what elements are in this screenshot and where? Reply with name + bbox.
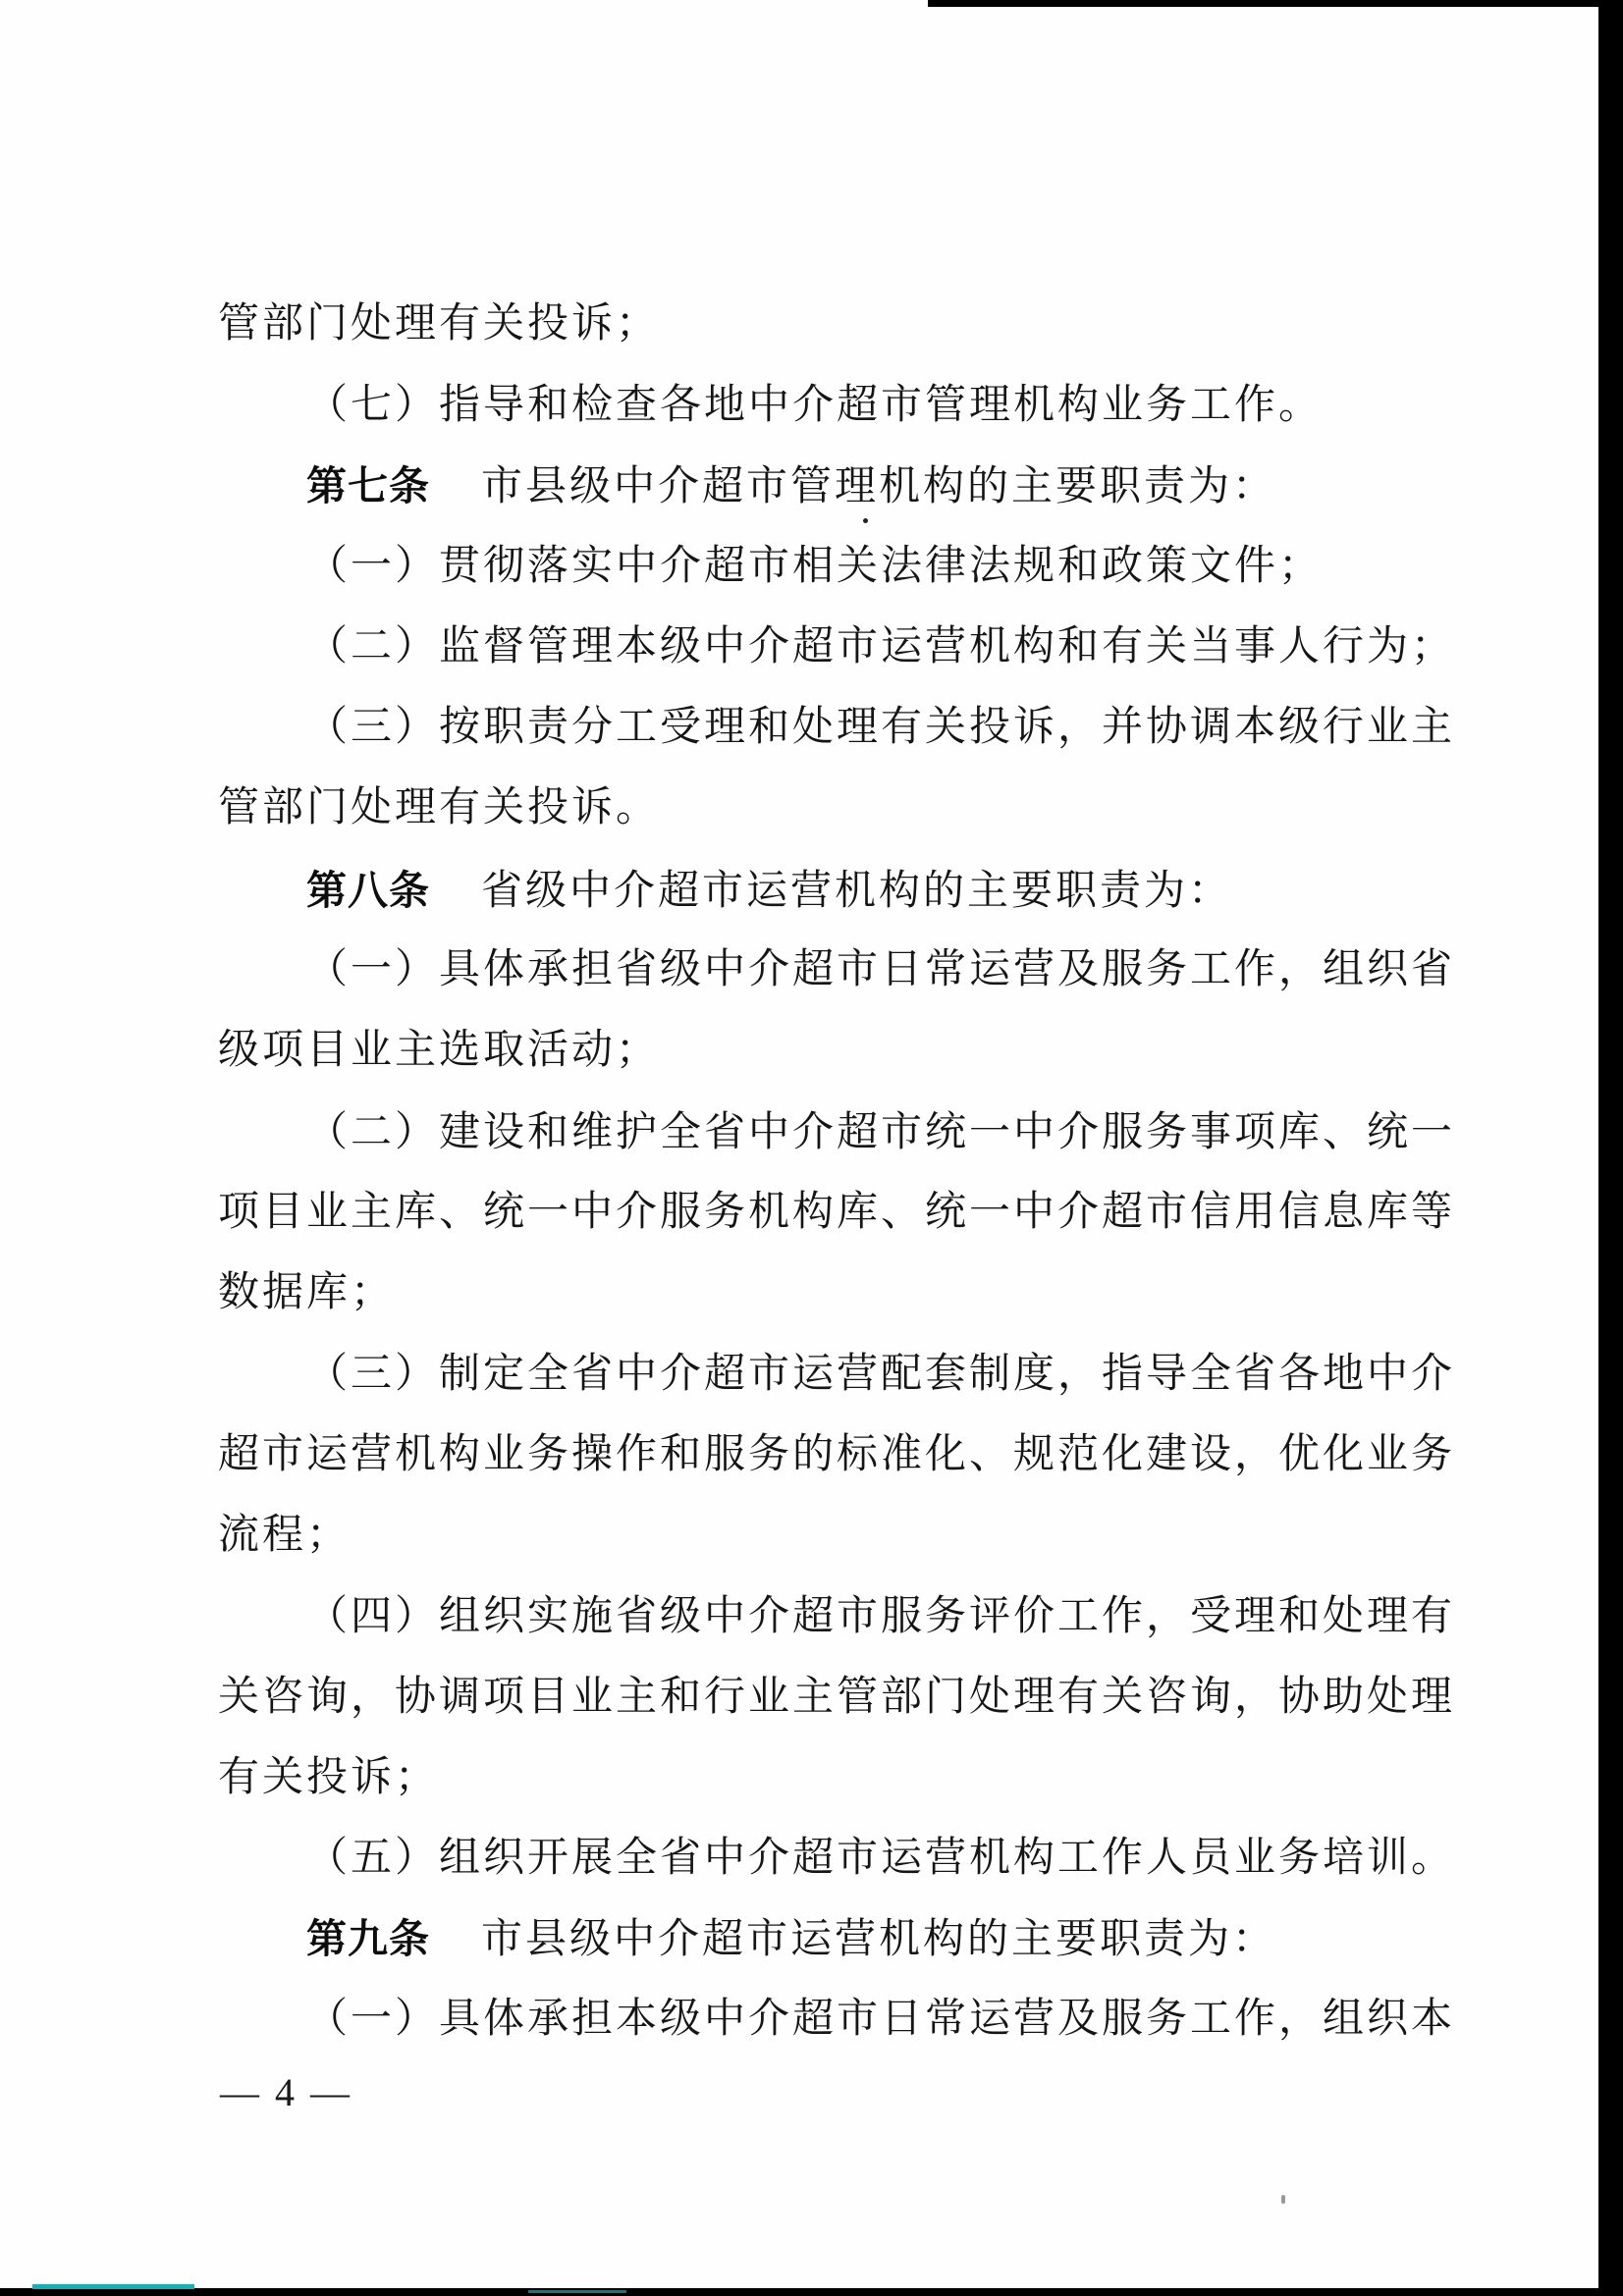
document-line: （二）建设和维护全省中介超市统一中介服务事项库、统一 xyxy=(306,1110,1456,1155)
document-line: （一）贯彻落实中介超市相关法律法规和政策文件； xyxy=(306,544,1324,589)
page-number: — 4 — xyxy=(220,2070,352,2114)
document-line: 超市运营机构业务操作和服务的标准化、规范化建设，优化业务 xyxy=(218,1432,1456,1477)
document-line: 有关投诉； xyxy=(218,1755,440,1800)
document-line: （三）按职责分工受理和处理有关投诉，并协调本级行业主 xyxy=(306,705,1456,750)
document-line: 级项目业主选取活动； xyxy=(218,1028,661,1073)
article-title-text: 市县级中介超市运营机构的主要职责为： xyxy=(481,1917,1277,1962)
document-line: 关咨询，协调项目业主和行业主管部门处理有关咨询，协助处理 xyxy=(218,1675,1456,1720)
document-line: （一）具体承担本级中介超市日常运营及服务工作，组织本 xyxy=(306,1997,1456,2042)
article-heading-line xyxy=(306,867,1232,915)
scan-edge-bottom xyxy=(0,2288,1623,2296)
article-number: 第八条 xyxy=(306,868,430,913)
document-line: （四）组织实施省级中介超市服务评价工作，受理和处理有 xyxy=(306,1594,1456,1639)
scan-edge-right xyxy=(1598,0,1623,2296)
scan-speck xyxy=(1281,2195,1285,2204)
scan-speck xyxy=(863,518,868,523)
article-heading-line xyxy=(306,1915,1276,1963)
document-line: （三）制定全省中介超市运营配套制度，指导全省各地中介 xyxy=(306,1352,1456,1397)
article-heading-line xyxy=(306,462,1276,510)
document-line: 管部门处理有关投诉； xyxy=(218,301,661,347)
document-line: （七）指导和检查各地中介超市管理机构业务工作。 xyxy=(306,383,1324,428)
article-number: 第七条 xyxy=(306,463,430,508)
scanner-artifact-line xyxy=(32,2284,194,2289)
document-line: （五）组织开展全省中介超市运营机构工作人员业务培训。 xyxy=(306,1836,1456,1881)
article-title-text: 市县级中介超市管理机构的主要职责为： xyxy=(481,464,1277,509)
document-line: 数据库； xyxy=(218,1270,396,1315)
document-line: 管部门处理有关投诉。 xyxy=(218,785,661,830)
scanner-artifact-line-2 xyxy=(528,2290,626,2293)
document-line: （一）具体承担省级中介超市日常运营及服务工作，组织省 xyxy=(306,947,1456,992)
document-line: 项目业主库、统一中介服务机构库、统一中介超市信用信息库等 xyxy=(218,1190,1456,1235)
document-line: 流程； xyxy=(218,1513,352,1558)
article-number: 第九条 xyxy=(306,1916,430,1961)
document-line: （二）监督管理本级中介超市运营机构和有关当事人行为； xyxy=(306,624,1456,669)
scan-edge-top xyxy=(928,0,1623,7)
article-title-text: 省级中介超市运营机构的主要职责为： xyxy=(481,869,1233,914)
